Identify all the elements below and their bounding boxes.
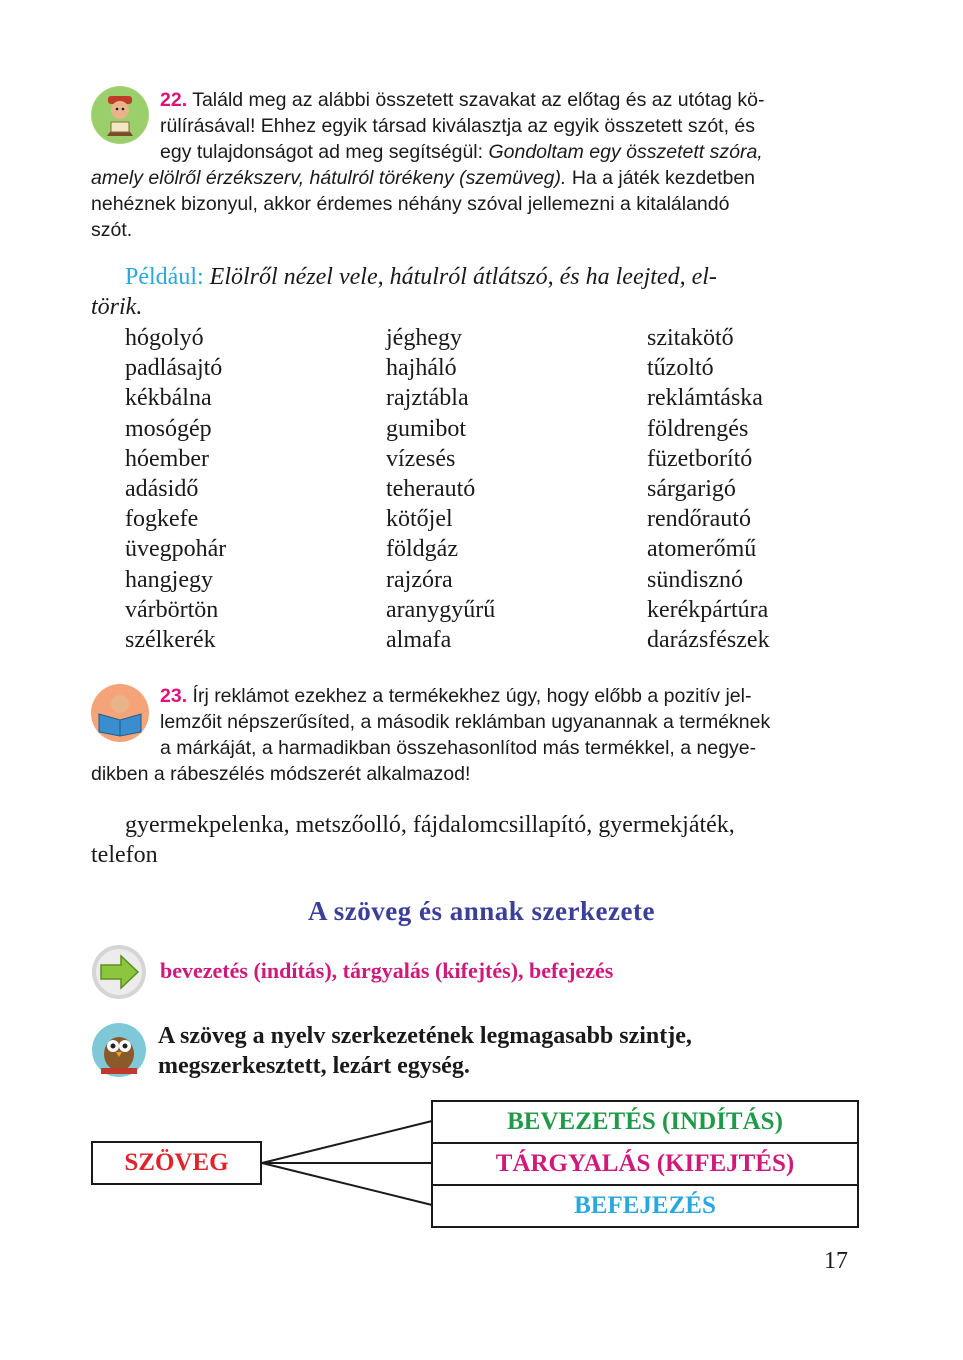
diagram-branch-1 [431,1100,859,1144]
task-number: 23. [160,685,188,707]
word: padlásajtó [125,355,223,382]
word: szitakötő [647,325,734,351]
word: földrengés [647,415,749,442]
task-text: dikben a rábeszélés módszerét alkalmazod! [91,763,471,785]
task-text: nehéznek bizonyul, akkor érdemes néhány szóval jellemezni a kitalálandó [91,193,730,215]
word: adásidő [125,476,199,503]
task-example: Gondoltam egy összetett szóra, [488,141,763,163]
task-example: amely elölről érzékszerv, hátulról törékeny (szemüveg). [91,167,567,189]
task-text: szót. [91,219,133,241]
key-terms: bevezetés (indítás), tárgyalás (kifejtés), befejezés [160,958,614,983]
word: gumibot [386,415,467,442]
word: rajzóra [386,566,453,593]
example-label: Például: [125,264,204,290]
word: kötőjel [386,506,453,533]
example-text: törik. [91,294,143,320]
word: teherautó [386,476,476,503]
word: fogkefe [125,506,199,533]
word: tűzoltó [647,355,714,382]
definition-text: A szöveg a nyelv szerkezetének legmagasabb szintje, [158,1023,692,1049]
word: füzetborító [647,445,753,472]
diagram-branch-2 [431,1142,859,1186]
word: rendőrautó [647,506,751,533]
task-text: egy tulajdonságot ad meg segítségül: [160,141,489,163]
task-text: Ha a játék kezdetben [566,167,756,189]
word: üvegpohár [125,536,227,563]
word: almafa [386,627,452,654]
word: földgáz [386,536,458,563]
word: szélkerék [125,627,216,654]
word: vízesés [386,445,456,472]
word: hajháló [386,355,457,382]
word: kékbálna [125,385,212,412]
word: mosógép [125,415,212,442]
task-text: Írj reklámot ezekhez a termékekhez úgy, hogy előbb a pozitív jel- [192,685,752,707]
task-text: rülírásával! Ehhez egyik társad kiválasztja az egyik összetett szót, és [160,115,756,137]
page-number: 17 [824,1248,848,1274]
section-title: A szöveg és annak szerkezete [308,896,655,926]
word: reklámtáska [647,385,763,412]
word: hangjegy [125,566,213,593]
word: jéghegy [386,325,462,351]
word: darázsfészek [647,627,770,654]
word: hógolyó [125,325,204,351]
diagram-branch-label: BEVEZETÉS (INDÍTÁS) [507,1108,783,1135]
word: hóember [125,445,209,472]
product-list-text: telefon [91,842,158,868]
example-text: Elölről nézel vele, hátulról átlátszó, és ha leejted, el- [203,264,717,290]
diagram-branch-label: BEFEJEZÉS [574,1192,716,1219]
product-list-text: gyermekpelenka, metszőolló, fájdalomcsillapító, gyermekjáték, [125,812,735,838]
diagram-root-label: SZÖVEG [124,1149,229,1176]
word: atomerőmű [647,536,757,563]
word: sárgarigó [647,476,736,503]
diagram-branch-label: TÁRGYALÁS (KIFEJTÉS) [495,1150,795,1177]
word: várbörtön [125,596,219,623]
word: kerékpártúra [647,596,769,623]
diagram-root-box [91,1141,262,1185]
task-text: a márkáját, a harmadikban összehasonlítod más termékkel, a negye- [160,737,757,759]
word: aranygyűrű [386,596,496,623]
diagram-branch-3 [431,1184,859,1228]
word: rajztábla [386,385,469,412]
task-text: lemzőit népszerűsíted, a második reklámban ugyanannak a terméknek [160,711,771,733]
task-number: 22. [160,89,188,111]
word: sündisznó [647,566,743,593]
task-text: Találd meg az alábbi összetett szavakat az előtag és az utótag kö- [192,89,765,111]
definition-text: megszerkesztett, lezárt egység. [158,1053,470,1079]
